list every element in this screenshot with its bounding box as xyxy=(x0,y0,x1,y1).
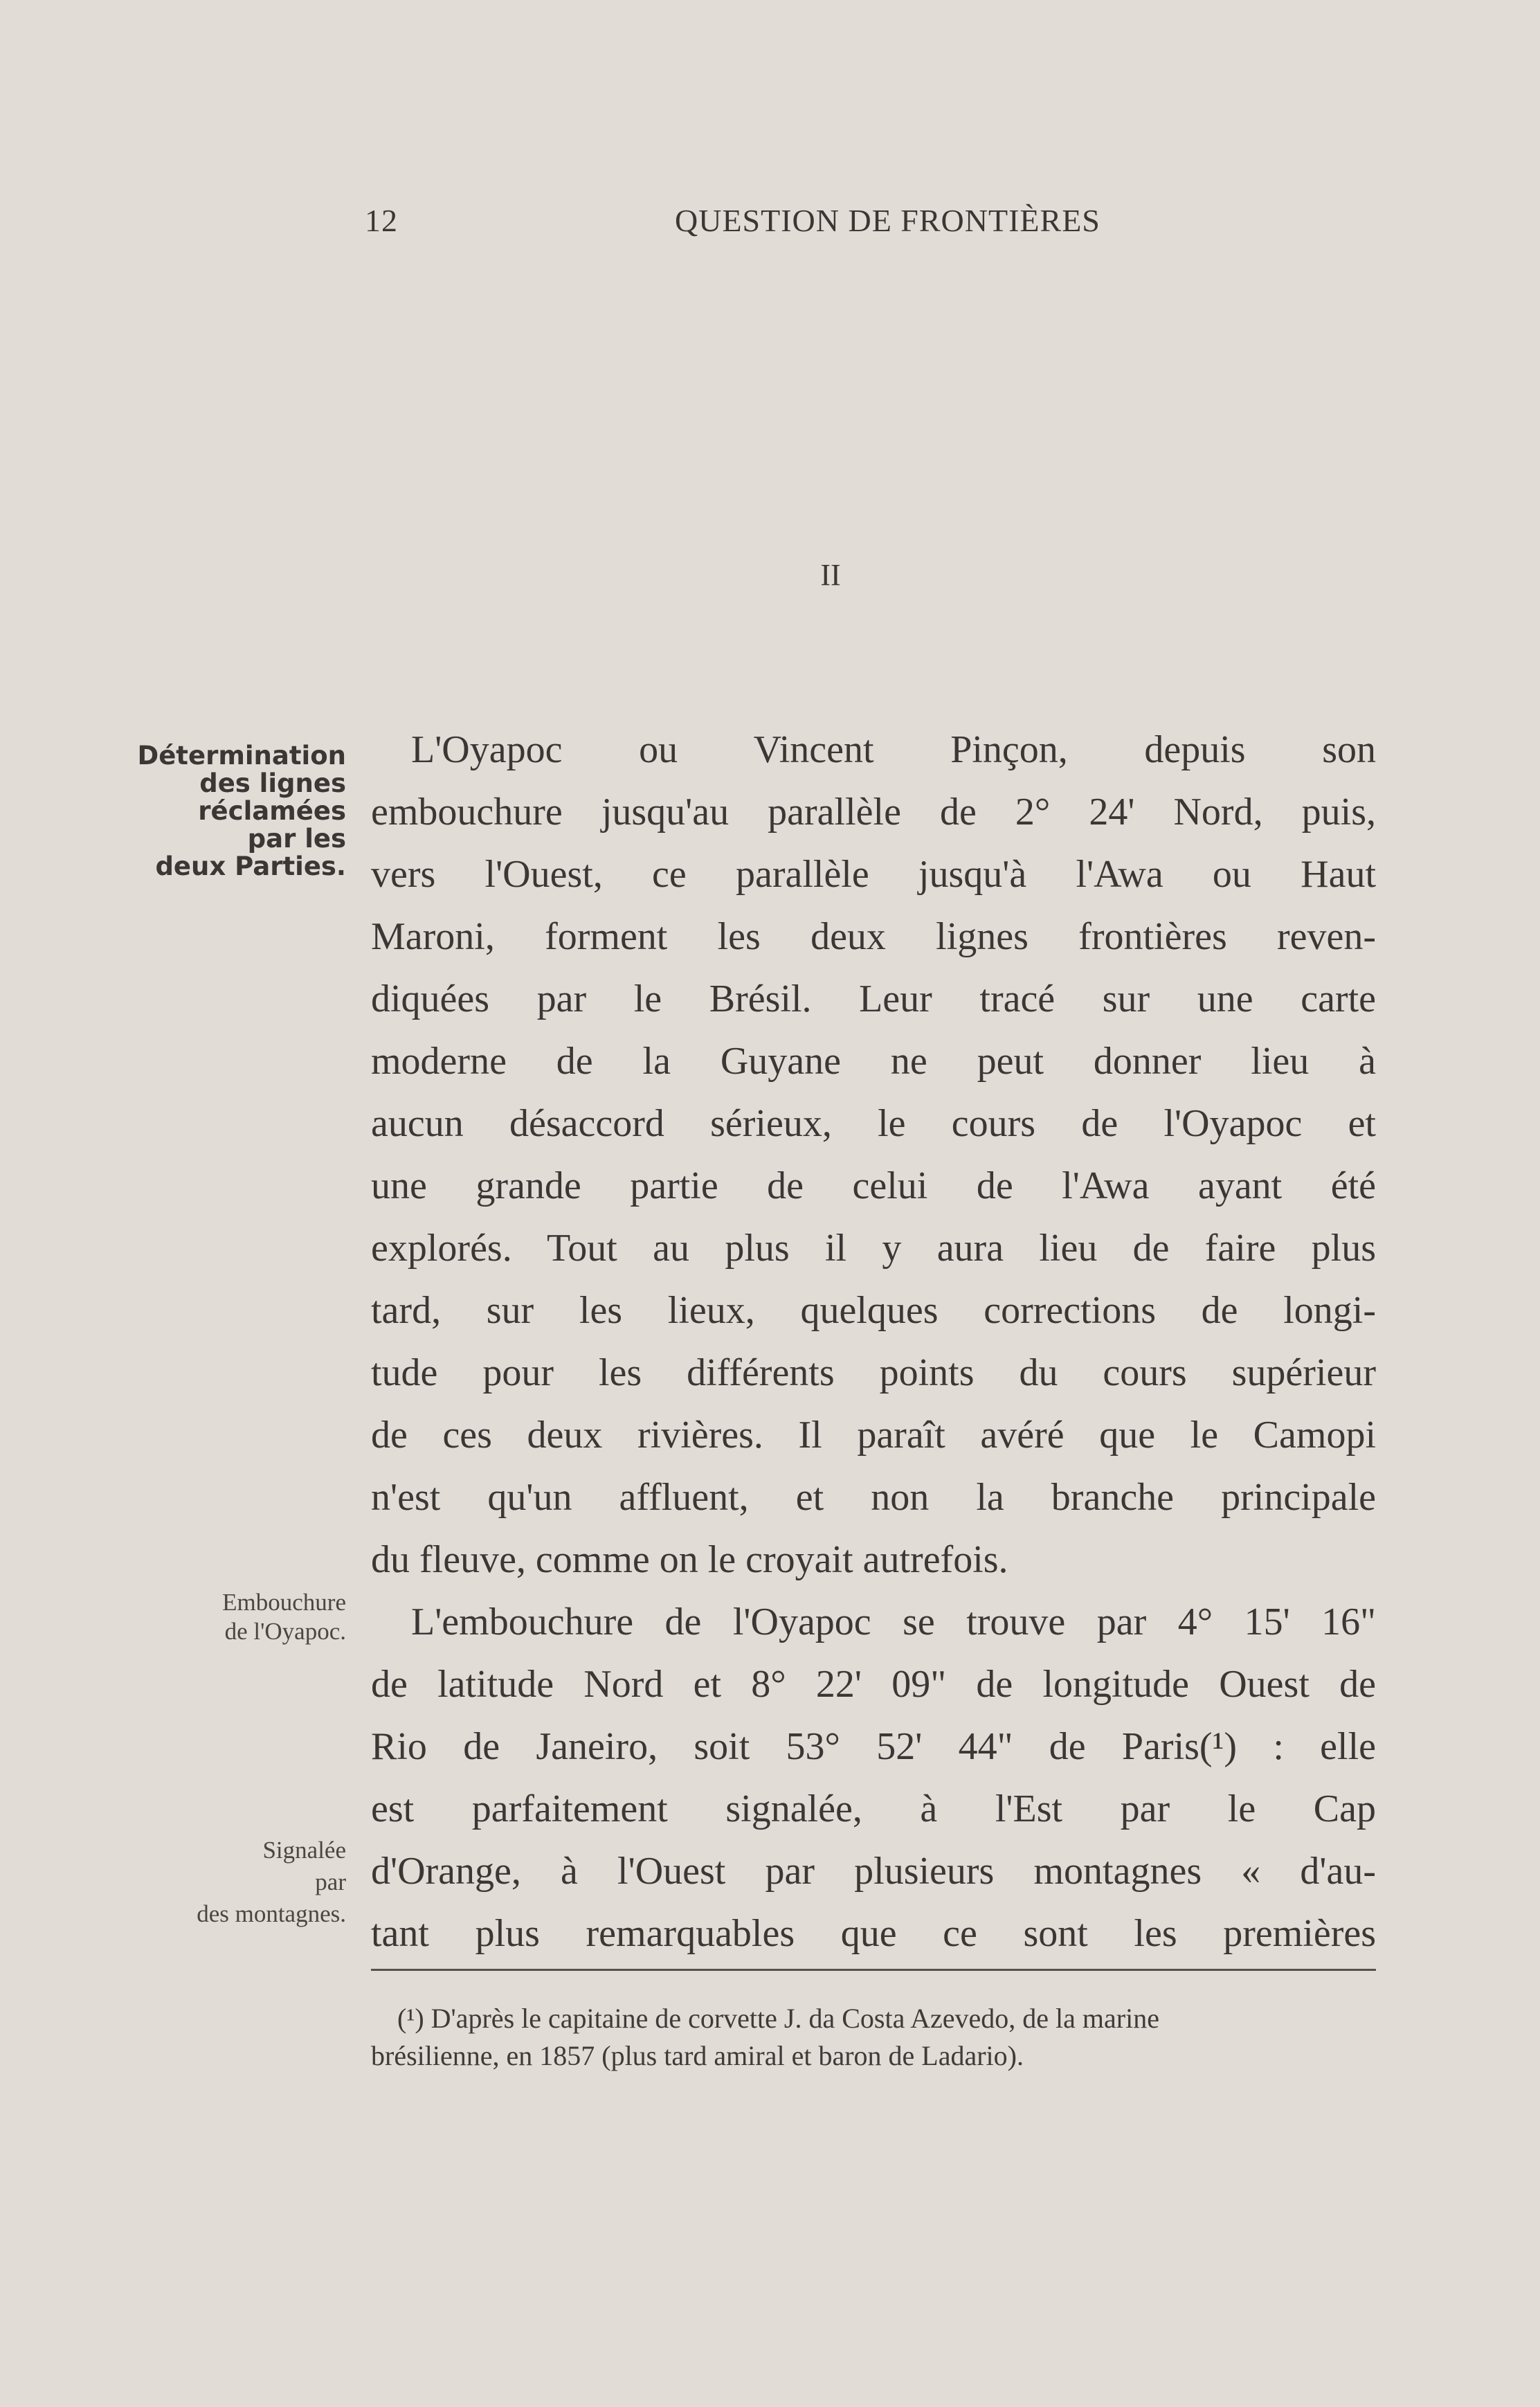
body-line: est parfaitement signalée, à l'Est par le Cap xyxy=(371,1790,1376,1830)
page-number: 12 xyxy=(365,203,398,238)
body-text xyxy=(371,730,1376,1976)
body-line: tant plus remarquables que ce sont les premières xyxy=(371,1914,1376,1955)
body-line: du fleuve, comme on le croyait autrefois. xyxy=(371,1540,1008,1581)
body-line: L'embouchure de l'Oyapoc se trouve par 4° 15' 16" xyxy=(411,1603,1376,1643)
margin-note-line: des montagnes. xyxy=(197,1900,346,1927)
margin-note-line: Embouchure xyxy=(222,1589,346,1616)
margin-note-line: de l'Oyapoc. xyxy=(224,1618,346,1645)
footnote-marker: (¹) xyxy=(397,2003,424,2034)
body-line: d'Orange, à l'Ouest par plusieurs montagnes « d'au- xyxy=(371,1852,1376,1893)
body-line: explorés. Tout au plus il y aura lieu de faire plus xyxy=(371,1229,1376,1270)
running-title: QUESTION DE FRONTIÈRES xyxy=(675,203,1100,238)
body-line: L'Oyapoc ou Vincent Pinçon, depuis son xyxy=(411,730,1376,771)
margin-note-line: des lignes xyxy=(199,768,346,798)
body-line: de ces deux rivières. Il paraît avéré que le Camopi xyxy=(371,1416,1376,1457)
body-line: moderne de la Guyane ne peut donner lieu à xyxy=(371,1042,1376,1083)
footnote-line: brésilienne, en 1857 (plus tard amiral et baron de Ladario). xyxy=(371,2040,1024,2071)
footnote-rule xyxy=(371,1969,1376,1971)
body-line: tard, sur les lieux, quelques corrections de longi- xyxy=(371,1291,1376,1332)
body-line: une grande partie de celui de l'Awa ayant été xyxy=(371,1166,1376,1207)
body-line: vers l'Ouest, ce parallèle jusqu'à l'Awa ou Haut xyxy=(371,855,1376,896)
footnote-line xyxy=(371,2005,1376,2042)
body-line: diquées par le Brésil. Leur tracé sur une carte xyxy=(371,980,1376,1020)
body-line: embouchure jusqu'au parallèle de 2° 24' Nord, puis, xyxy=(371,793,1376,833)
margin-note-line: deux Parties. xyxy=(155,851,346,881)
margin-note-line: par xyxy=(315,1868,346,1895)
body-line: de latitude Nord et 8° 22' 09" de longitude Ouest de xyxy=(371,1665,1376,1706)
margin-note-line: Signalée xyxy=(262,1837,346,1864)
section-number: II xyxy=(820,558,841,592)
body-line: Rio de Janeiro, soit 53° 52' 44" de Paris(¹) : elle xyxy=(371,1727,1376,1768)
margin-note-embouchure xyxy=(222,1590,346,1648)
margin-note-line: réclamées xyxy=(198,796,346,826)
margin-note-line: Détermination xyxy=(137,741,346,770)
margin-note-determination xyxy=(137,743,346,881)
footnote-text: D'après le capitaine de corvette J. da Costa Azevedo, de la marine xyxy=(431,2003,1159,2034)
body-line: aucun désaccord sérieux, le cours de l'Oyapoc et xyxy=(371,1104,1376,1145)
footnote xyxy=(371,2005,1376,2080)
body-line: n'est qu'un affluent, et non la branche principale xyxy=(371,1478,1376,1519)
body-line: tude pour les différents points du cours supérieur xyxy=(371,1353,1376,1394)
margin-note-signalee xyxy=(197,1838,346,1933)
margin-note-line: par les xyxy=(247,824,346,854)
body-line: Maroni, forment les deux lignes frontières reven- xyxy=(371,917,1376,958)
